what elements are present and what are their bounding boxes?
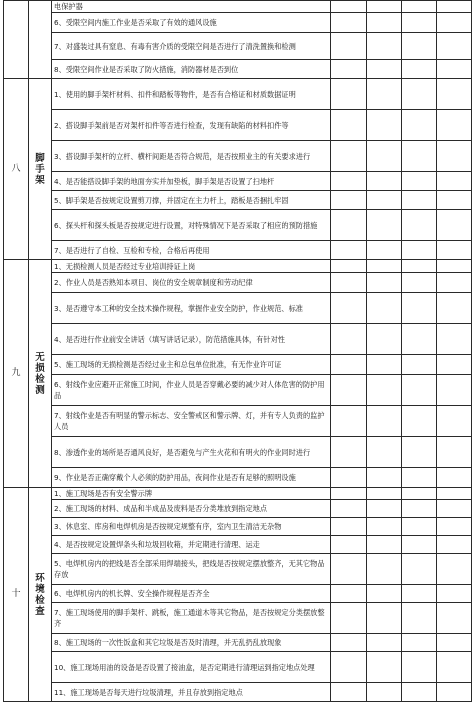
result-cell[interactable]: [331, 1, 367, 13]
result-cell[interactable]: [402, 585, 437, 603]
result-cell[interactable]: [331, 554, 367, 585]
checklist-row: [4, 652, 472, 683]
result-cell[interactable]: [331, 110, 367, 141]
result-cell[interactable]: [437, 500, 472, 518]
check-item-text: 3、休息室、库房和电焊机房是否按规定规整有序，室内卫生清洁无杂物: [52, 518, 331, 536]
checklist-row: [4, 500, 472, 518]
result-cell[interactable]: [367, 406, 402, 437]
check-item-text: 6、射线作业应避开正常施工时间，作业人员是否穿戴必要的减少对人体危害的防护用品: [52, 375, 331, 406]
check-item-text: 11、施工现场是否每天进行垃圾清理，并且存放到指定地点: [52, 683, 331, 702]
result-cell[interactable]: [331, 603, 367, 634]
check-item-text: 10、施工现场用油的设备是否设置了接油盒，是否定期进行清理运到指定地点处理: [52, 652, 331, 683]
checklist-row: [4, 536, 472, 554]
result-cell[interactable]: [367, 500, 402, 518]
result-cell[interactable]: [437, 324, 472, 355]
result-cell[interactable]: [437, 518, 472, 536]
checklist-row: [4, 437, 472, 468]
result-cell[interactable]: [367, 191, 402, 210]
checklist-row: [4, 260, 472, 273]
result-cell[interactable]: [367, 141, 402, 172]
check-item-text: 5、脚手架是否按规定设置剪刀撑，并固定在主力杆上，踏板是否捆扎牢固: [52, 191, 331, 210]
result-cell[interactable]: [331, 518, 367, 536]
result-cell[interactable]: [367, 13, 402, 33]
result-cell[interactable]: [367, 488, 402, 500]
checklist-row: [4, 518, 472, 536]
section-title: [29, 260, 52, 488]
checklist-row: [4, 488, 472, 500]
result-cell[interactable]: [367, 241, 402, 260]
checklist-row: [4, 60, 472, 79]
section-number: [4, 1, 29, 79]
result-cell[interactable]: [367, 1, 402, 13]
section-title-text: 脚手架: [35, 152, 45, 186]
result-cell[interactable]: [437, 406, 472, 437]
result-cell[interactable]: [402, 13, 437, 33]
check-item-text: 7、是否进行了自检、互检和专检，合格后再使用: [52, 241, 331, 260]
check-item-text: 3、是否遵守本工种的安全技术操作规程，掌握作业安全防护，作业规范、标准: [52, 293, 331, 324]
result-cell[interactable]: [331, 191, 367, 210]
result-cell[interactable]: [402, 191, 437, 210]
result-cell[interactable]: [402, 683, 437, 702]
result-cell[interactable]: [402, 488, 437, 500]
result-cell[interactable]: [402, 375, 437, 406]
check-item-text: 2、作业人员是否熟知本项目、岗位的安全规章制度和劳动纪律: [52, 273, 331, 293]
result-cell[interactable]: [402, 241, 437, 260]
result-cell[interactable]: [331, 500, 367, 518]
result-cell[interactable]: [331, 260, 367, 273]
check-item-text: 电保护器: [52, 1, 331, 13]
checklist-row: [4, 110, 472, 141]
result-cell[interactable]: [437, 652, 472, 683]
result-cell[interactable]: [402, 141, 437, 172]
result-cell[interactable]: [437, 241, 472, 260]
result-cell[interactable]: [402, 468, 437, 488]
result-cell[interactable]: [367, 554, 402, 585]
checklist-row: [4, 324, 472, 355]
result-cell[interactable]: [402, 355, 437, 375]
result-cell[interactable]: [331, 536, 367, 554]
result-cell[interactable]: [437, 273, 472, 293]
result-cell[interactable]: [402, 554, 437, 585]
checklist-row: [4, 554, 472, 585]
result-cell[interactable]: [367, 603, 402, 634]
check-item-text: 7、射线作业是否有明显的警示标志、安全警戒区和警示牌、灯，并有专人负责的监护人员: [52, 406, 331, 437]
result-cell[interactable]: [367, 683, 402, 702]
check-item-text: 7、对盛装过具有窒息、有毒有害介质的受限空间是否进行了清洗置换和检测: [52, 33, 331, 60]
result-cell[interactable]: [402, 260, 437, 273]
result-cell[interactable]: [437, 488, 472, 500]
result-cell[interactable]: [402, 518, 437, 536]
check-item-text: 2、搭设脚手架前是否对架杆扣件等否进行检查，发现有缺陷的材料扣件等: [52, 110, 331, 141]
result-cell[interactable]: [331, 13, 367, 33]
check-item-text: 1、施工现场是否有安全警示牌: [52, 488, 331, 500]
checklist-row: [4, 1, 472, 13]
result-cell[interactable]: [331, 437, 367, 468]
result-cell[interactable]: [331, 406, 367, 437]
result-cell[interactable]: [437, 172, 472, 191]
result-cell[interactable]: [367, 518, 402, 536]
checklist-row: [4, 273, 472, 293]
result-cell[interactable]: [437, 536, 472, 554]
result-cell[interactable]: [367, 468, 402, 488]
result-cell[interactable]: [402, 1, 437, 13]
result-cell[interactable]: [402, 324, 437, 355]
result-cell[interactable]: [437, 13, 472, 33]
check-item-text: 6、受限空间内施工作业是否采取了有效的通风设施: [52, 13, 331, 33]
result-cell[interactable]: [437, 141, 472, 172]
result-cell[interactable]: [367, 324, 402, 355]
checklist-row: [4, 191, 472, 210]
result-cell[interactable]: [367, 634, 402, 652]
result-cell[interactable]: [331, 324, 367, 355]
checklist-row: [4, 241, 472, 260]
result-cell[interactable]: [437, 585, 472, 603]
checklist-row: [4, 210, 472, 241]
result-cell[interactable]: [402, 406, 437, 437]
check-item-text: 2、施工现场的材料、成品和半成品及废料是否分类堆放到指定地点: [52, 500, 331, 518]
checklist-row: [4, 603, 472, 634]
result-cell[interactable]: [402, 652, 437, 683]
result-cell[interactable]: [367, 375, 402, 406]
section-number: 九: [4, 260, 29, 488]
section-title: [29, 79, 52, 260]
result-cell[interactable]: [331, 33, 367, 60]
result-cell[interactable]: [402, 273, 437, 293]
check-item-text: 6、电焊机房内的机长牌、安全操作规程是否齐全: [52, 585, 331, 603]
result-cell[interactable]: [437, 79, 472, 110]
result-cell[interactable]: [367, 273, 402, 293]
check-item-text: 4、是否能搭设脚手架的地面夯实并加垫板，脚手架是否设置了扫地杆: [52, 172, 331, 191]
result-cell[interactable]: [402, 79, 437, 110]
result-cell[interactable]: [402, 110, 437, 141]
result-cell[interactable]: [437, 293, 472, 324]
result-cell[interactable]: [437, 33, 472, 60]
check-item-text: 9、作业是否正确穿戴个人必须的防护用品，夜间作业是否有足够的照明设施: [52, 468, 331, 488]
result-cell[interactable]: [437, 683, 472, 702]
section-title: [29, 488, 52, 702]
result-cell[interactable]: [331, 273, 367, 293]
section-number: 八: [4, 79, 29, 260]
check-item-text: 3、搭设脚手架杆的立杆、横杆间距是否符合规范，是否按照业主的有关要求进行: [52, 141, 331, 172]
checklist-row: [4, 585, 472, 603]
result-cell[interactable]: [402, 437, 437, 468]
result-cell[interactable]: [402, 293, 437, 324]
result-cell[interactable]: [367, 652, 402, 683]
result-cell[interactable]: [402, 33, 437, 60]
result-cell[interactable]: [331, 210, 367, 241]
result-cell[interactable]: [331, 585, 367, 603]
result-cell[interactable]: [437, 437, 472, 468]
checklist-row: [4, 79, 472, 110]
check-item-text: 5、电焊机房内的把线是否全部采用焊端接头，把线是否按规定摆放整齐，无其它物品存放: [52, 554, 331, 585]
result-cell[interactable]: [367, 293, 402, 324]
result-cell[interactable]: [367, 437, 402, 468]
check-item-text: 6、探头杆和探头板是否按规定进行设置，对特殊情况下是否采取了相应的预防措施: [52, 210, 331, 241]
result-cell[interactable]: [331, 488, 367, 500]
check-item-text: 4、是否按规定设置焊条头和垃圾回收箱，并定期进行清理、运走: [52, 536, 331, 554]
result-cell[interactable]: [331, 60, 367, 79]
result-cell[interactable]: [367, 33, 402, 60]
check-item-text: 4、是否进行作业前安全讲话（填写讲话记录），防范措施具体，有针对性: [52, 324, 331, 355]
checklist-row: [4, 141, 472, 172]
result-cell[interactable]: [331, 241, 367, 260]
result-cell[interactable]: [437, 1, 472, 13]
result-cell[interactable]: [402, 536, 437, 554]
result-cell[interactable]: [367, 210, 402, 241]
result-cell[interactable]: [331, 293, 367, 324]
result-cell[interactable]: [437, 468, 472, 488]
section-title-text: 环境检查: [35, 572, 45, 617]
checklist-row: [4, 33, 472, 60]
checklist-row: [4, 355, 472, 375]
result-cell[interactable]: [402, 60, 437, 79]
result-cell[interactable]: [367, 260, 402, 273]
result-cell[interactable]: [367, 79, 402, 110]
section-title: [29, 1, 52, 79]
result-cell[interactable]: [437, 260, 472, 273]
result-cell[interactable]: [437, 634, 472, 652]
check-item-text: 1、使用的脚手架杆材料、扣件和踏板等物件，是否有合格证和材质数据证明: [52, 79, 331, 110]
checklist-row: [4, 634, 472, 652]
result-cell[interactable]: [437, 60, 472, 79]
result-cell[interactable]: [331, 468, 367, 488]
result-cell[interactable]: [331, 683, 367, 702]
section-number: 十: [4, 488, 29, 702]
result-cell[interactable]: [402, 500, 437, 518]
checklist-row: [4, 293, 472, 324]
checklist-row: [4, 406, 472, 437]
check-item-text: 1、无损检测人员是否经过专业培训持证上岗: [52, 260, 331, 273]
result-cell[interactable]: [402, 634, 437, 652]
result-cell[interactable]: [367, 355, 402, 375]
result-cell[interactable]: [367, 172, 402, 191]
result-cell[interactable]: [437, 603, 472, 634]
result-cell[interactable]: [331, 79, 367, 110]
result-cell[interactable]: [437, 375, 472, 406]
checklist-row: [4, 172, 472, 191]
result-cell[interactable]: [437, 110, 472, 141]
checklist-row: [4, 468, 472, 488]
inspection-checklist-table: [3, 0, 472, 702]
result-cell[interactable]: [331, 634, 367, 652]
result-cell[interactable]: [367, 60, 402, 79]
result-cell[interactable]: [437, 210, 472, 241]
check-item-text: 7、施工现场使用的脚手架杆、跳板，施工通道木等其它物品，是否按规定分类摆放整齐: [52, 603, 331, 634]
result-cell[interactable]: [331, 652, 367, 683]
result-cell[interactable]: [437, 191, 472, 210]
section-title-text: 无损检测: [35, 351, 45, 396]
checklist-row: [4, 13, 472, 33]
result-cell[interactable]: [331, 172, 367, 191]
result-cell[interactable]: [331, 375, 367, 406]
checklist-row: [4, 375, 472, 406]
result-cell[interactable]: [437, 554, 472, 585]
result-cell[interactable]: [367, 585, 402, 603]
checklist-row: [4, 683, 472, 702]
result-cell[interactable]: [402, 172, 437, 191]
check-item-text: 8、受限空间作业是否采取了防火措施，消防器材是否到位: [52, 60, 331, 79]
result-cell[interactable]: [402, 210, 437, 241]
check-item-text: 8、渗透作业的场所是否通风良好，是否避免与产生火花和有明火的作业同时进行: [52, 437, 331, 468]
check-item-text: 5、施工现场的无损检测是否经过业主和总包单位批准，有无作业许可证: [52, 355, 331, 375]
result-cell[interactable]: [402, 603, 437, 634]
result-cell[interactable]: [331, 355, 367, 375]
result-cell[interactable]: [367, 110, 402, 141]
result-cell[interactable]: [367, 536, 402, 554]
check-item-text: 8、施工现场的一次性饭盒和其它垃圾是否及时清理，并无乱扔乱放现象: [52, 634, 331, 652]
result-cell[interactable]: [437, 355, 472, 375]
result-cell[interactable]: [331, 141, 367, 172]
